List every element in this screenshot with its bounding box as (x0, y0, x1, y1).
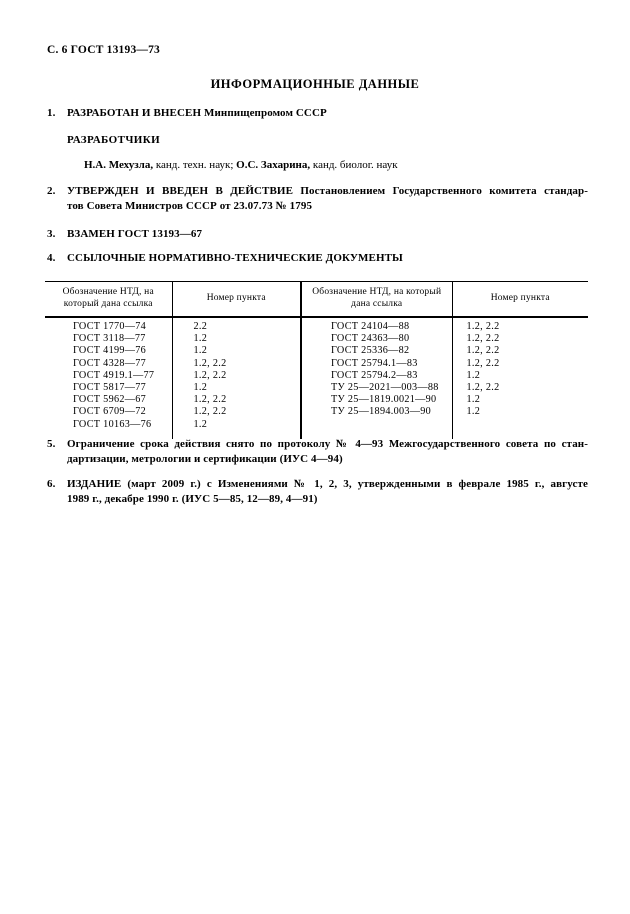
table-row (45, 406, 588, 418)
table-cell: 1.2, 2.2 (172, 370, 301, 382)
item-3-text: ВЗАМЕН ГОСТ 13193—67 (67, 228, 203, 240)
table-row (45, 345, 588, 357)
table-cell: ТУ 25—1819.0021—90 (301, 394, 452, 406)
table-cell: ГОСТ 25336—82 (301, 345, 452, 357)
table-cell: 1.2, 2.2 (466, 345, 500, 357)
table-cell: 1.2 (172, 333, 301, 345)
item-1 (47, 106, 588, 121)
item-4-text: ССЫЛОЧНЫЕ НОРМАТИВНО-ТЕХНИЧЕСКИЕ ДОКУМЕНТЫ (67, 252, 403, 264)
table-cell: 1.2 (466, 394, 481, 406)
item-5-number: 5. (47, 438, 56, 450)
table-cell: 1.2 (172, 345, 301, 357)
item-6-text (67, 477, 588, 507)
developer-role-1: канд. техн. наук; (155, 159, 234, 171)
item-2-line-1: УТВЕРЖДЕН И ВВЕДЕН В ДЕЙСТВИЕ Постановлением Государственного комитета стандар- (67, 185, 588, 197)
developers-heading: РАЗРАБОТЧИКИ (67, 134, 161, 146)
item-2-line-2: тов Совета Министров СССР от 23.07.73 № 1795 (67, 200, 313, 212)
table-row (45, 370, 588, 382)
table-header-designation-left: Обозначение НТД, на который дана ссылка (45, 282, 172, 318)
item-1-number: 1. (47, 107, 56, 119)
table-row (45, 333, 588, 345)
item-2 (47, 184, 588, 214)
item-6-line-1: ИЗДАНИЕ (март 2009 г.) с Изменениями № 1, 2, 3, утвержденными в феврале 1985 г., августе (67, 478, 588, 490)
table-cell: 1.2, 2.2 (466, 382, 500, 394)
item-3 (47, 227, 588, 242)
table-cell: ГОСТ 5817—77 (45, 382, 172, 394)
table-row (45, 419, 588, 431)
table-cell: ГОСТ 24104—88 (301, 317, 452, 333)
table-row (45, 382, 588, 394)
table-header-row (45, 282, 588, 318)
developer-name-1: Н.А. Мехузла, (84, 159, 154, 171)
item-2-text (67, 184, 588, 214)
table-cell: 1.2 (172, 382, 301, 394)
table-cell: 1.2, 2.2 (172, 394, 301, 406)
page-number-header: С. 6 ГОСТ 13193—73 (47, 44, 160, 56)
item-3-number: 3. (47, 228, 56, 240)
item-2-number: 2. (47, 185, 56, 197)
table-cell: 1.2 (466, 369, 481, 381)
table-cell: 1.2, 2.2 (466, 333, 500, 345)
table-cell: ГОСТ 4328—77 (45, 358, 172, 370)
table-row (45, 317, 588, 333)
item-5-text (67, 437, 588, 467)
table-cell: ГОСТ 25794.1—83 (301, 358, 452, 370)
table-cell: 1.2 (466, 406, 481, 418)
table-header-clause-left: Номер пункта (172, 282, 301, 318)
table-row (45, 358, 588, 370)
table-cell: ТУ 25—1894.003—90 (301, 406, 452, 418)
table-cell: 1.2 (172, 419, 301, 431)
document-title: ИНФОРМАЦИОННЫЕ ДАННЫЕ (210, 77, 420, 91)
item-1-text: РАЗРАБОТАН И ВНЕСЕН Минпищепромом СССР (67, 107, 327, 119)
item-6-number: 6. (47, 478, 56, 490)
developer-role-2: канд. биолог. наук (312, 159, 398, 171)
table-cell: ГОСТ 4919.1—77 (45, 370, 172, 382)
table-cell: 2.2 (172, 317, 301, 333)
table-cell: 1.2, 2.2 (172, 358, 301, 370)
reference-table (45, 281, 588, 439)
table-cell: ГОСТ 24363—80 (301, 333, 452, 345)
developers-line (84, 159, 398, 171)
item-4 (47, 251, 588, 266)
table-cell: 1.2, 2.2 (172, 406, 301, 418)
table-cell: ГОСТ 10163—76 (45, 419, 172, 431)
item-6-line-2: 1989 г., декабре 1990 г. (ИУС 5—85, 12—89, 4—91) (67, 493, 318, 505)
table-cell: ГОСТ 5962—67 (45, 394, 172, 406)
item-5 (47, 437, 588, 467)
table-cell: ГОСТ 6709—72 (45, 406, 172, 418)
table-cell: ГОСТ 4199—76 (45, 345, 172, 357)
table-cell: ТУ 25—2021—003—88 (301, 382, 452, 394)
item-6 (47, 477, 588, 507)
item-5-line-1: Ограничение срока действия снято по протоколу № 4—93 Межгосударственного совета по стан- (67, 438, 588, 450)
table-header-clause-right: Номер пункта (452, 282, 588, 318)
table-cell: 1.2, 2.2 (466, 321, 500, 332)
table-cell (452, 419, 588, 431)
item-5-line-2: дартизации, метрологии и сертификации (ИУС 4—94) (67, 453, 343, 465)
table-cell: ГОСТ 3118—77 (45, 333, 172, 345)
table-row (45, 394, 588, 406)
table-cell (301, 419, 452, 431)
table-cell: ГОСТ 1770—74 (45, 317, 172, 333)
table-header-designation-right: Обозначение НТД, на который дана ссылка (301, 282, 452, 318)
item-4-number: 4. (47, 252, 56, 264)
table-cell: 1.2, 2.2 (466, 357, 500, 369)
developer-name-2: О.С. Захарина, (236, 159, 311, 171)
table-cell: ГОСТ 25794.2—83 (301, 370, 452, 382)
